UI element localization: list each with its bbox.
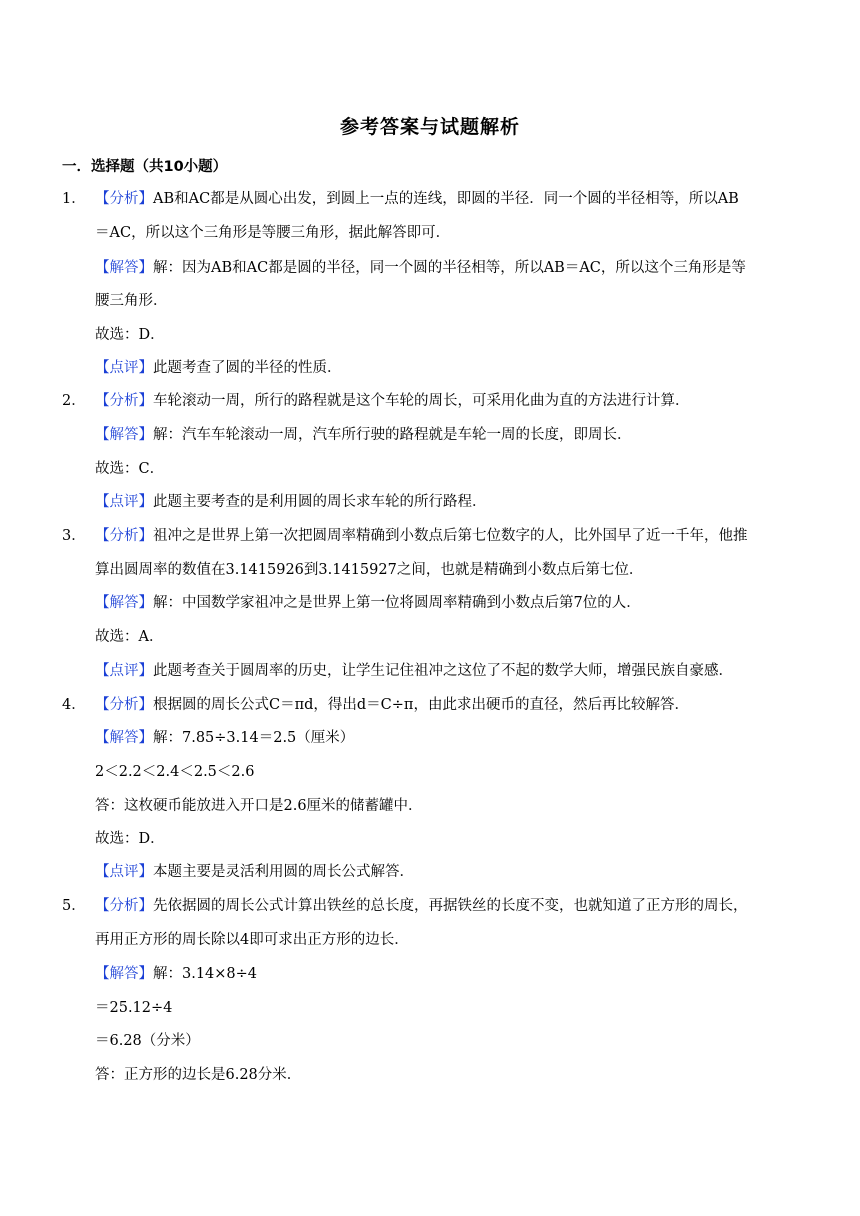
q4-answer: 答：这枚硬币能放进入开口是2.6厘米的储蓄罐中． — [95, 798, 423, 814]
q5-answer: 答：正方形的边长是6.28分米． — [95, 1067, 302, 1083]
q1-analysis-text: AB和AC都是从圆心出发，到圆上一点的连线，即圆的半径．同一个圆的半径相等，所以AB — [153, 191, 739, 207]
q3-analysis-text: 祖冲之是世界上第一次把圆周率精确到小数点后第七位数字的人，比外国早了近一千年，他推 — [153, 528, 748, 544]
solution-tag: 【解答】 — [95, 730, 153, 746]
q4-solution-line — [95, 728, 354, 748]
q3-analysis-cont: 算出圆周率的数值在3.1415926到3.1415927之间，也就是精确到小数点后第七位． — [95, 562, 644, 578]
q2-analysis-text: 车轮滚动一周，所行的路程就是这个车轮的周长，可采用化曲为直的方法进行计算． — [153, 393, 690, 409]
page-title: 参考答案与试题解析 — [339, 116, 520, 138]
q2-solution-line — [95, 425, 632, 445]
q4-comment-line — [95, 862, 414, 882]
q5-analysis-cont: 再用正方形的周长除以4即可求出正方形的边长． — [95, 932, 409, 948]
q2-comment-text: 此题主要考查的是利用圆的周长求车轮的所行路程． — [153, 494, 487, 510]
solution-tag: 【解答】 — [95, 595, 153, 611]
question-number: 2． — [62, 393, 86, 409]
q1-analysis-line — [95, 189, 739, 209]
q3-solution-line — [95, 593, 641, 613]
comment-tag: 【点评】 — [95, 494, 153, 510]
q5-analysis-text: 先依据圆的周长公式计算出铁丝的总长度，再据铁丝的长度不变，也就知道了正方形的周长， — [153, 898, 748, 914]
question-number: 3． — [62, 528, 86, 544]
q3-solution-text: 解：中国数学家祖冲之是世界上第一位将圆周率精确到小数点后第7位的人． — [153, 595, 641, 611]
q2-choice: 故选：C． — [95, 461, 165, 477]
q3-analysis-line — [95, 526, 748, 546]
solution-tag: 【解答】 — [95, 427, 153, 443]
q2-solution-text: 解：汽车车轮滚动一周，汽车所行驶的路程就是车轮一周的长度，即周长． — [153, 427, 632, 443]
question-number: 4． — [62, 697, 86, 713]
analysis-tag: 【分析】 — [95, 697, 153, 713]
q4-comment-text: 本题主要是灵活利用圆的周长公式解答． — [153, 864, 414, 880]
q4-analysis-text: 根据圆的周长公式C＝πd，得出d＝C÷π，由此求出硬币的直径，然后再比较解答． — [153, 697, 689, 713]
q5-step-1: ＝25.12÷4 — [95, 1000, 173, 1016]
section-heading: 一．选择题（共10小题） — [62, 159, 228, 175]
q2-comment-line — [95, 492, 487, 512]
q5-solution-line — [95, 964, 257, 984]
comment-tag: 【点评】 — [95, 663, 153, 679]
q1-solution-line — [95, 258, 746, 278]
analysis-tag: 【分析】 — [95, 393, 153, 409]
q4-comparison: 2＜2.2＜2.4＜2.5＜2.6 — [95, 764, 255, 780]
q4-analysis-line — [95, 695, 689, 715]
q1-solution-text: 解：因为AB和AC都是圆的半径，同一个圆的半径相等，所以AB＝AC，所以这个三角形是等 — [153, 260, 746, 276]
q1-analysis-cont: ＝AC，所以这个三角形是等腰三角形，据此解答即可． — [95, 225, 451, 241]
comment-tag: 【点评】 — [95, 864, 153, 880]
q3-choice: 故选：A． — [95, 629, 164, 645]
question-number: 1． — [62, 191, 86, 207]
solution-tag: 【解答】 — [95, 966, 153, 982]
comment-tag: 【点评】 — [95, 360, 153, 376]
analysis-tag: 【分析】 — [95, 528, 153, 544]
q1-comment-line — [95, 358, 342, 378]
q1-comment-text: 此题考查了圆的半径的性质． — [153, 360, 342, 376]
q5-analysis-line — [95, 896, 748, 916]
q3-comment-text: 此题考查关于圆周率的历史，让学生记住祖冲之这位了不起的数学大师，增强民族自豪感． — [153, 663, 733, 679]
q3-comment-line — [95, 661, 733, 681]
analysis-tag: 【分析】 — [95, 191, 153, 207]
analysis-tag: 【分析】 — [95, 898, 153, 914]
q4-choice: 故选：D． — [95, 831, 165, 847]
q2-analysis-line — [95, 391, 690, 411]
q4-solution-text: 解：7.85÷3.14＝2.5（厘米） — [153, 730, 355, 746]
q1-solution-cont: 腰三角形． — [95, 293, 168, 309]
q1-choice: 故选：D． — [95, 327, 165, 343]
q5-step-2: ＝6.28（分米） — [95, 1033, 200, 1049]
q5-solution-text: 解：3.14×8÷4 — [153, 966, 258, 982]
question-number: 5． — [62, 898, 86, 914]
solution-tag: 【解答】 — [95, 260, 153, 276]
